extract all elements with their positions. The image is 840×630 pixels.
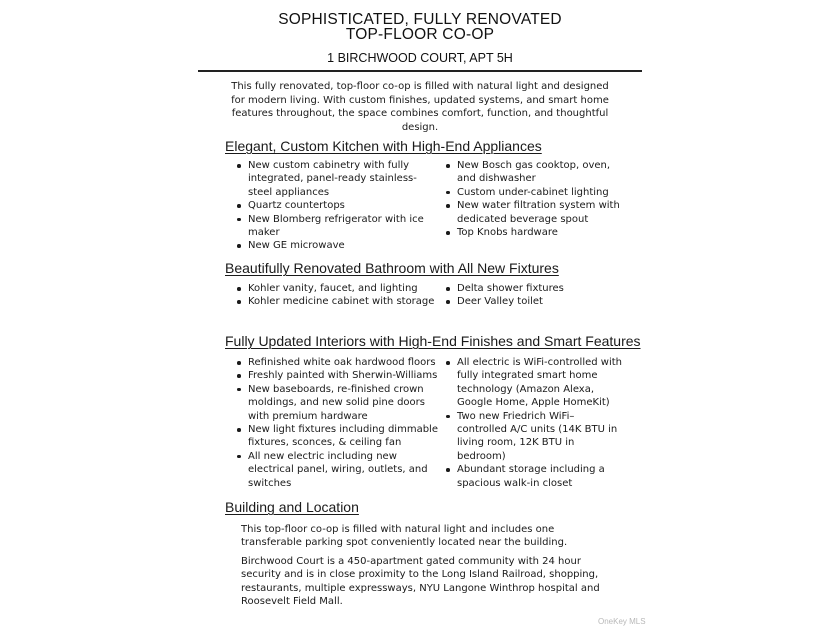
list-item: New water filtration system with dedicated beverage spout — [444, 199, 624, 226]
interiors-heading: Fully Updated Interiors with High-End Finishes and Smart Features — [225, 333, 641, 349]
intro-paragraph: This fully renovated, top-floor co-op is filled with natural light and designed for modern living. With custom finishes, updated systems, and smart home features throughout, the space combines comfort, function, and thoughtful design. — [231, 81, 609, 133]
building-heading: Building and Location — [225, 499, 359, 515]
list-item: All electric is WiFi-controlled with fully integrated smart home technology (Amazon Alexa, Google Home, Apple HomeKit) — [444, 356, 624, 410]
list-item: Top Knobs hardware — [444, 226, 624, 239]
kitchen-list-left — [235, 159, 441, 253]
list-item: Kohler medicine cabinet with storage — [235, 295, 441, 308]
listing-title-line-2: TOP-FLOOR CO-OP — [345, 26, 495, 43]
interiors-list-left — [235, 356, 441, 490]
list-item: Quartz countertops — [235, 199, 441, 212]
building-paragraph-2: Birchwood Court is a 450-apartment gated community with 24 hour security and is in close proximity to the Long Island Railroad, shopping, restaurants, multiple expressways, NYU Langone Winthrop hospital and Roosevelt Field Mall. — [241, 556, 600, 608]
kitchen-list-right — [444, 159, 624, 239]
building-paragraph-1: This top-floor co-op is filled with natural light and includes one transferable parking spot conveniently located near the building. — [241, 524, 568, 549]
list-item: Delta shower fixtures — [444, 282, 624, 295]
list-item: New light fixtures including dimmable fixtures, sconces, & ceiling fan — [235, 423, 441, 450]
list-item: Freshly painted with Sherwin-Williams — [235, 369, 441, 382]
list-item: Kohler vanity, faucet, and lighting — [235, 282, 441, 295]
list-item: All new electric including new electrical panel, wiring, outlets, and switches — [235, 450, 441, 490]
list-item: Refinished white oak hardwood floors — [235, 356, 441, 369]
list-item: New baseboards, re-finished crown moldings, and new solid pine doors with premium hardware — [235, 383, 441, 423]
list-item: New Bosch gas cooktop, oven, and dishwasher — [444, 159, 624, 186]
bathroom-list-right — [444, 282, 624, 309]
list-item: New custom cabinetry with fully integrated, panel-ready stainless-steel appliances — [235, 159, 441, 199]
list-item: New GE microwave — [235, 239, 441, 252]
list-item: Custom under-cabinet lighting — [444, 186, 624, 199]
bathroom-list-left — [235, 282, 441, 309]
bathroom-heading: Beautifully Renovated Bathroom with All New Fixtures — [225, 260, 559, 276]
list-item: New Blomberg refrigerator with ice maker — [235, 213, 441, 240]
listing-title-line-1: SOPHISTICATED, FULLY RENOVATED — [278, 11, 562, 28]
mls-watermark: OneKey MLS — [598, 617, 646, 626]
list-item: Deer Valley toilet — [444, 295, 624, 308]
list-item: Abundant storage including a spacious walk-in closet — [444, 463, 624, 490]
interiors-list-right — [444, 356, 624, 490]
list-item: Two new Friedrich WiFi–controlled A/C units (14K BTU in living room, 12K BTU in bedroom) — [444, 410, 624, 464]
kitchen-heading: Elegant, Custom Kitchen with High-End Appliances — [225, 138, 542, 154]
header-divider — [198, 70, 642, 72]
listing-address: 1 BIRCHWOOD COURT, APT 5H — [327, 51, 513, 65]
